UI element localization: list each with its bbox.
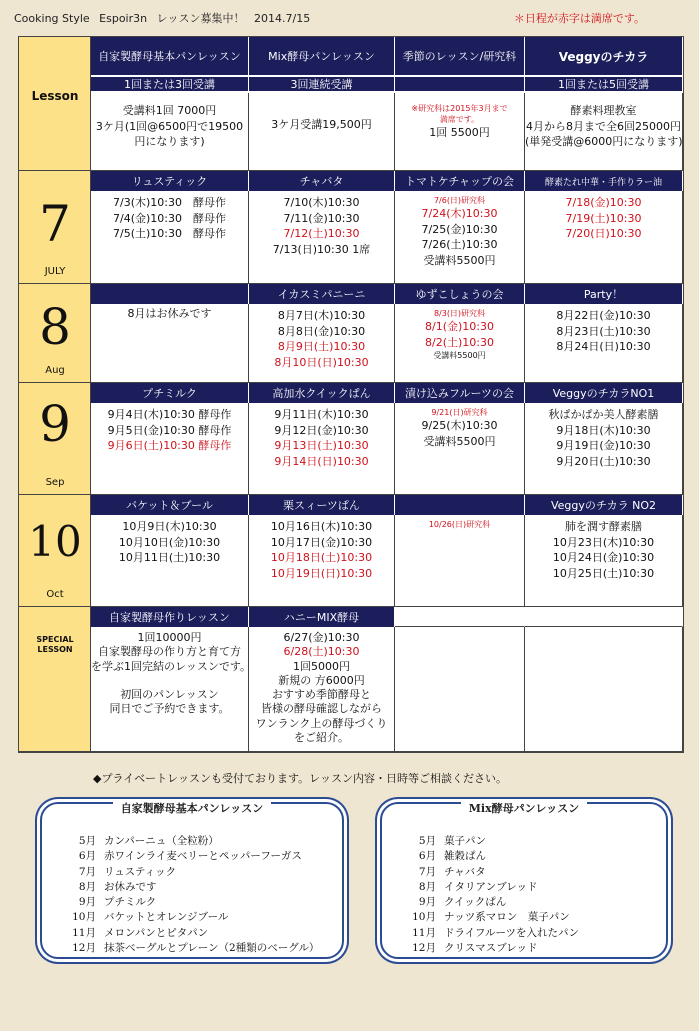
schedule-line: 9/25(木)10:30 <box>421 419 498 432</box>
schedule-line: 9月5日(金)10:30 酵母作 <box>107 423 232 437</box>
schedule-grid <box>19 37 683 752</box>
lesson-topic-header: Veggyのチカラ NO2 <box>525 495 683 515</box>
schedule-line: 9/21(日)研究科 <box>431 408 488 417</box>
month-number: 8 <box>39 298 71 356</box>
lesson-info-line: 酵素料理教室 <box>570 104 637 117</box>
special-header <box>525 607 683 627</box>
schedule-line: 8月22日(金)10:30 <box>556 309 651 322</box>
lesson-subheader <box>395 75 525 93</box>
curriculum-month: 5月 <box>78 835 96 847</box>
month-name: Oct <box>46 589 64 600</box>
curriculum-month: 5月 <box>418 835 436 847</box>
curriculum-month: 11月 <box>412 926 436 939</box>
schedule-line: 7/5(土)10:30 酵母作 <box>113 227 226 240</box>
curriculum-item: リュスティック <box>104 865 177 878</box>
curriculum-item: 赤ワインライ麦ベリーとペッパーフーガス <box>104 850 302 863</box>
lesson-topic-header: プチミルク <box>91 383 249 403</box>
curriculum-item: 雑穀ぱん <box>444 850 486 863</box>
curriculum-row <box>402 834 579 849</box>
lesson-info-line: (単発受講@6000円になります) <box>525 135 683 148</box>
curriculum-month: 8月 <box>418 880 436 893</box>
schedule-cell <box>525 515 683 607</box>
curriculum-item: ナッツ系マロン 菓子パン <box>444 911 570 924</box>
schedule-cell <box>91 515 249 607</box>
schedule-line: 9月13日(土)10:30 <box>274 439 369 452</box>
schedule-line: 受講料5500円 <box>433 351 486 360</box>
month-number: 7 <box>39 195 71 253</box>
schedule-line: 8/2(土)10:30 <box>425 335 494 349</box>
curriculum-month: 9月 <box>418 896 436 909</box>
schedule-cell <box>249 515 395 607</box>
lesson-topic-header: チャバタ <box>249 171 395 191</box>
schedule-line: 9月20日(土)10:30 <box>556 454 651 468</box>
curriculum-item: ドライフルーツを入れたパン <box>444 926 580 939</box>
curriculum-row <box>402 910 579 925</box>
lesson-info-line: 円になります) <box>134 135 205 148</box>
special-cell <box>395 627 525 752</box>
curriculum-month: 12月 <box>72 942 96 955</box>
curriculum-item: メロンパンとピタパン <box>104 926 209 939</box>
schedule-line: 新規の 方6000円 <box>278 673 365 687</box>
curriculum-row <box>62 834 319 849</box>
schedule-line: 10月23日(木)10:30 <box>552 535 655 549</box>
curriculum-row <box>62 941 319 956</box>
curriculum-row <box>402 895 579 910</box>
special-info-line: 自家製酵母の作り方と育て方 <box>98 645 241 659</box>
lesson-topic-header: VeggyのチカラNO1 <box>525 383 683 403</box>
curriculum-month: 10月 <box>412 911 436 924</box>
schedule-line: 7/3(木)10:30 酵母作 <box>113 196 226 209</box>
schedule-cell <box>395 304 525 383</box>
lesson-topic-header: 高加水クイックぱん <box>249 383 395 403</box>
curriculum-item: バケットとオレンジブール <box>104 911 229 924</box>
lesson-subheader: 1回または3回受講 <box>91 75 249 93</box>
issue-date: 2014.7/15 <box>254 12 311 25</box>
special-label-2: LESSON <box>37 645 73 654</box>
schedule-line: 10月16日(木)10:30 <box>270 520 373 533</box>
lesson-topic-header: Party！ <box>525 284 683 304</box>
special-month-column <box>19 607 91 752</box>
curriculum-month: 7月 <box>78 865 96 878</box>
curriculum-item: プチミルク <box>104 896 157 909</box>
school-name: Espoir3n <box>99 12 148 25</box>
lesson-label: Lesson <box>31 89 79 103</box>
schedule-line: 7/12(土)10:30 <box>283 227 360 240</box>
lesson-info-line: 満席です。 <box>439 115 480 124</box>
schedule-line: 7/24(木)10:30 <box>421 207 498 220</box>
schedule-line: 10月19日(日)10:30 <box>270 566 373 580</box>
month-number: 10 <box>28 517 82 566</box>
schedule-cell <box>91 403 249 495</box>
lesson-topic-header: バケット＆ブール <box>91 495 249 515</box>
schedule-line: 8月8日(金)10:30 <box>277 324 366 338</box>
schedule-line: 7/25(金)10:30 <box>421 222 498 236</box>
curriculum-row <box>402 865 579 880</box>
lesson-info-line: 1回 5500円 <box>429 126 490 139</box>
page-header <box>14 10 316 26</box>
schedule-line: 受講料5500円 <box>423 434 496 448</box>
schedule-line: 1回5000円 <box>293 659 350 673</box>
curriculum-row <box>62 849 319 864</box>
schedule-cell <box>395 515 525 607</box>
schedule-line: 秋ぱかぱか美人酵素膳 <box>548 408 659 421</box>
schedule-line: 10月17日(金)10:30 <box>270 535 373 549</box>
special-info-line: 1回10000円 <box>137 631 202 644</box>
footer-note-text: ◆プライベートレッスンも受付ております。レッスン内容・日時等ご相談ください。 <box>93 772 508 785</box>
schedule-line: 10月11日(土)10:30 <box>118 551 221 564</box>
schedule-line: 8月9日(土)10:30 <box>277 340 366 353</box>
schedule-cell <box>395 191 525 284</box>
schedule-line: 9月4日(木)10:30 酵母作 <box>107 408 232 421</box>
curriculum-row <box>62 895 319 910</box>
curriculum-month: 7月 <box>418 865 436 878</box>
schedule-line: 受講料5500円 <box>423 253 496 267</box>
schedule-line: 7/20(日)10:30 <box>565 227 642 240</box>
special-header <box>395 607 525 627</box>
curriculum-row <box>62 910 319 925</box>
lesson-info-line: 3ケ月受講19,500円 <box>271 118 372 131</box>
special-info-line <box>91 674 248 688</box>
schedule-line: 7/19(土)10:30 <box>565 211 642 225</box>
lesson-month-column <box>19 37 91 171</box>
curriculum-item: チャバタ <box>444 865 486 878</box>
lesson-info-cell <box>525 93 683 171</box>
special-header: 自家製酵母作りレッスン <box>91 607 249 627</box>
schedule-line: 7/4(金)10:30 酵母作 <box>113 211 226 225</box>
schedule-line: 10月10日(金)10:30 <box>118 535 221 549</box>
schedule-line: 7/10(木)10:30 <box>283 196 360 209</box>
curriculum-item: お休みです <box>104 880 157 893</box>
lesson-subheader: 1回または5回受講 <box>525 75 683 93</box>
schedule-cell <box>249 403 395 495</box>
lesson-topic-header: イカスミパニーニ <box>249 284 395 304</box>
schedule-line: 6/27(金)10:30 <box>283 631 360 644</box>
column-header: Veggyのチカラ <box>525 37 683 75</box>
month-number: 9 <box>39 395 71 453</box>
mix-yeast-curriculum-box <box>380 802 668 959</box>
schedule-line: 9月6日(土)10:30 酵母作 <box>107 439 232 452</box>
special-label-1: SPECIAL <box>36 635 74 644</box>
schedule-cell <box>525 191 683 284</box>
curriculum-item: クリスマスブレッド <box>444 942 538 955</box>
lesson-topic-header <box>91 284 249 304</box>
schedule-cell <box>249 191 395 284</box>
schedule-line: 皆様の酵母確認しながら <box>261 702 382 716</box>
curriculum-row <box>402 849 579 864</box>
lesson-topic-header: 栗スィーツぱん <box>249 495 395 515</box>
brand-text: Cooking Style <box>14 12 90 25</box>
curriculum-item: 抹茶ベーグルとプレーン（2種類のベーグル） <box>104 942 320 955</box>
schedule-line: 7/6(日)研究科 <box>433 196 486 205</box>
full-booking-note: ＊日程が赤字は満席です。 <box>513 12 645 25</box>
basic-bread-curriculum-title: 自家製酵母基本パンレッスン <box>113 802 272 815</box>
schedule-line: 10/26(日)研究科 <box>428 520 491 529</box>
curriculum-month: 6月 <box>418 850 436 863</box>
schedule-cell <box>525 403 683 495</box>
lesson-info-cell <box>249 93 395 171</box>
special-cell <box>249 627 395 752</box>
schedule-line: 9月14日(日)10:30 <box>274 454 369 468</box>
page-title: レッスン募集中！ <box>156 12 245 25</box>
basic-bread-curriculum-list <box>62 834 319 956</box>
curriculum-month: 6月 <box>78 850 96 863</box>
schedule-line: 7/11(金)10:30 <box>283 211 360 225</box>
lesson-topic-header <box>395 495 525 515</box>
curriculum-row <box>402 941 579 956</box>
curriculum-row <box>62 880 319 895</box>
schedule-line: 8/1(金)10:30 <box>425 320 494 333</box>
schedule-line: 7/26(土)10:30 <box>421 238 498 251</box>
lesson-subheader: 3回連続受講 <box>249 75 395 93</box>
special-info-line: 同日でご予約できます。 <box>109 702 230 716</box>
schedule-line: 7/18(金)10:30 <box>565 196 642 209</box>
schedule-line: 8月10日(日)10:30 <box>274 355 369 369</box>
schedule-line: 8月はお休みです <box>127 307 212 320</box>
month-name: JULY <box>44 266 66 277</box>
lesson-info-line: 4月から8月まで全6回25000円 <box>526 119 681 133</box>
schedule-table <box>18 36 684 753</box>
schedule-line: 9月11日(木)10:30 <box>274 408 369 421</box>
schedule-cell <box>249 304 395 383</box>
special-cell <box>525 627 683 752</box>
curriculum-month: 12月 <box>412 942 436 955</box>
lesson-topic-header: ゆずこしょうの会 <box>395 284 525 304</box>
curriculum-item: クイックぱん <box>444 896 507 909</box>
special-header: ハニーMIX酵母 <box>249 607 395 627</box>
curriculum-row <box>402 926 579 941</box>
special-cell <box>91 627 252 752</box>
schedule-line: 9月12日(金)10:30 <box>274 423 369 437</box>
curriculum-month: 11月 <box>72 926 96 939</box>
mix-yeast-curriculum-list <box>402 834 579 956</box>
lesson-info-line: 受講料1回 7000円 <box>122 104 217 117</box>
basic-bread-curriculum-box <box>40 802 344 959</box>
curriculum-item: カンパーニュ（全粒粉） <box>104 835 219 847</box>
special-info-line: 初回のパンレッスン <box>120 688 219 702</box>
column-header: 季節のレッスン/研究科 <box>395 37 525 75</box>
schedule-line: 9月18日(木)10:30 <box>556 423 651 437</box>
schedule-line: 7/13(日)10:30 1席 <box>272 242 371 256</box>
lesson-topic-header: 漬け込みフルーツの会 <box>395 383 525 403</box>
schedule-cell <box>525 304 683 383</box>
curriculum-item: イタリアンブレッド <box>444 880 538 893</box>
schedule-line: 9月19日(金)10:30 <box>556 439 651 452</box>
curriculum-month: 10月 <box>72 911 96 924</box>
curriculum-month: 9月 <box>78 896 96 909</box>
private-lesson-note <box>93 770 507 786</box>
lesson-info-line: 3ケ月(1回@6500円で19500 <box>95 119 244 133</box>
schedule-line: 8月7日(木)10:30 <box>277 309 366 322</box>
lesson-info-cell <box>395 93 525 171</box>
schedule-line: おすすめ季節酵母と <box>271 688 372 702</box>
special-info-line: を学ぶ1回完結のレッスンです。 <box>91 659 252 673</box>
schedule-line: ワンランク上の酵母づくり <box>255 716 388 730</box>
lesson-topic-header: リュスティック <box>91 171 249 191</box>
lesson-topic-header: 酵素たれ中華・手作りラー油 <box>525 171 683 191</box>
schedule-line: 10月25日(土)10:30 <box>552 566 655 580</box>
curriculum-row <box>62 926 319 941</box>
curriculum-row <box>402 880 579 895</box>
lesson-info-cell <box>91 93 249 171</box>
column-header: Mix酵母パンレッスン <box>249 37 395 75</box>
schedule-line: 10月9日(木)10:30 <box>122 520 217 533</box>
column-header: 自家製酵母基本パンレッスン <box>91 37 249 75</box>
month-name: Sep <box>45 477 65 488</box>
lesson-topic-header: トマトケチャップの会 <box>395 171 525 191</box>
schedule-cell <box>91 191 249 284</box>
schedule-line: をご紹介。 <box>294 731 349 745</box>
schedule-line: 肺を潤す酵素膳 <box>565 520 642 533</box>
month-name: Aug <box>45 365 65 376</box>
schedule-cell <box>395 403 525 495</box>
schedule-line: 6/28(土)10:30 <box>283 645 360 659</box>
curriculum-item: 菓子パン <box>444 835 486 847</box>
curriculum-row <box>62 865 319 880</box>
curriculum-month: 8月 <box>78 880 96 893</box>
lesson-info-line: ※研究科は2015年3月まで <box>411 104 508 113</box>
schedule-cell <box>91 304 249 383</box>
schedule-line: 8/3(日)研究科 <box>433 309 486 318</box>
schedule-line: 8月23日(土)10:30 <box>556 324 651 338</box>
mix-yeast-curriculum-title: Mix酵母パンレッスン <box>461 802 588 815</box>
schedule-line: 8月24日(日)10:30 <box>556 340 651 353</box>
schedule-line: 10月18日(土)10:30 <box>270 551 373 564</box>
schedule-line: 10月24日(金)10:30 <box>552 551 655 564</box>
